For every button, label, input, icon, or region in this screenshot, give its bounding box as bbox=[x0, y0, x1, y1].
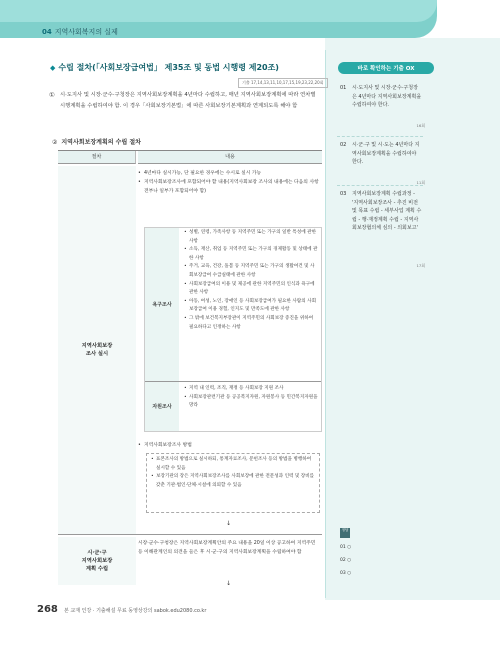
resource-survey-label: 자원조사 bbox=[145, 382, 179, 431]
footer-text: 본 교재 인강 · 기출해설 무료 동영상강의 sabok.edu2080.co.kr bbox=[64, 608, 207, 614]
quiz-number: 03 bbox=[340, 191, 347, 197]
resource-item: • 지역 내 인력, 조직, 재정 등 사회보장 지원 조사 bbox=[184, 385, 318, 394]
sidebar-background bbox=[325, 38, 500, 600]
method-box bbox=[146, 453, 320, 513]
quiz-source: 11회 bbox=[416, 180, 425, 185]
row-divider bbox=[58, 534, 322, 535]
procedure-table bbox=[58, 150, 322, 588]
quiz-item-1 bbox=[340, 84, 425, 128]
column-divider bbox=[325, 50, 326, 598]
section-heading-text: 수립 절차(「사회보장급여법」 제35조 및 동법 시행령 제20조) bbox=[58, 63, 279, 72]
quiz-number: 02 bbox=[340, 142, 347, 148]
flow-arrow-icon: ↓ bbox=[226, 520, 232, 527]
method-item: • 표본조사의 방법으로 실시하되, 통계자료조사, 문헌조사 등의 방법을 병행하여 실시할 수 있음 bbox=[151, 456, 315, 473]
quiz-item-2 bbox=[340, 141, 425, 185]
needs-survey-label: 욕구조사 bbox=[145, 228, 179, 381]
method-heading: • 지역사회보장조사 방법 bbox=[138, 441, 322, 450]
needs-item: • 주거, 교육, 건강, 돌봄 등 지역주민 또는 가구의 생활여건 및 사회보장급여 수급실태에 관한 사항 bbox=[184, 263, 318, 280]
needs-item: • 소득, 재산, 취업 등 지역주민 또는 가구의 경제활동 및 상태에 관한 사항 bbox=[184, 246, 318, 263]
answer-number: 02 bbox=[340, 558, 346, 563]
answer-1 bbox=[340, 545, 351, 550]
column-header-procedure: 절차 bbox=[58, 151, 136, 164]
answer-mark: ○ bbox=[347, 571, 352, 576]
triangle-bullet-icon: ◆ bbox=[50, 64, 56, 72]
survey-bullet: • 지역사회보장조사에 포함되어야 할 내용(지역사회보장 조사의 내용에는 다음의 사항 전부나 일부가 포함되어야 함) bbox=[138, 178, 322, 196]
resource-item: • 사회보장관련기관 등 공공복지자원, 자원봉사 등 민간복지자원을 망라 bbox=[184, 394, 318, 411]
ox-quiz-tab: 바로 확인하는 기출 OX bbox=[338, 62, 434, 74]
needs-item: • 성별, 연령, 가족사항 등 지역주민 또는 가구의 일반 특성에 관한 사항 bbox=[184, 229, 318, 246]
survey-bullets bbox=[138, 169, 322, 196]
quiz-text: 지역사회보장계획 수립과정 - '지역사회보장조사 - 추진 비전 및 목표 수립 - 세부사업 계획 수립 - 행·재정계획 수립 - 지역사회보장협의체 심의 - 의회보고' bbox=[352, 191, 422, 232]
row-label-plan: 시·군·구 지역사회보장 계획 수립 bbox=[58, 537, 136, 585]
paragraph-text: 시·도지사 및 시장·군수·구청장은 지역사회보장계획을 4년마다 수립하고, 매년 지역사회보장계획에 따라 연차별 시행계획을 수립하여야 함. 이 경우「사회보장기본법」에 따른 사회보장기본계획과 연계되도록 해야 함 bbox=[60, 92, 316, 109]
resource-survey-list bbox=[184, 385, 318, 411]
sub-heading-number: ② bbox=[52, 139, 58, 146]
method-item: • 보장기관의 장은 지역사회보장조사를 사회보장에 관한 전문성과 인력 및 장비를 갖춘 기관·법인·단체·시설에 의뢰할 수 있음 bbox=[151, 473, 315, 490]
sub-heading-text: 지역사회보장계획의 수립 절차 bbox=[61, 139, 141, 146]
survey-bullet: • 4년마다 실시가능, 단 필요한 경우에는 수시로 실시 가능 bbox=[138, 169, 322, 178]
needs-item: • 사회보장급여의 이용 및 제공에 관한 지역주민의 인식과 욕구에 관한 사항 bbox=[184, 281, 318, 298]
row-label-survey: 지역사회보장 조사 실시 bbox=[58, 166, 136, 534]
needs-item: • 그 밖에 보건복지부장관이 지역주민의 사회보장 증진을 위하여 필요하다고 인정하는 사항 bbox=[184, 315, 318, 332]
quiz-text: 시·도지사 및 시장·군수·구청장은 4년마다 지역사회보장계획을 수립하여야 한다. bbox=[352, 85, 422, 109]
quiz-text: 시·군·구 및 시·도는 4년마다 지역사회보장계획을 수립하여야 한다. bbox=[352, 142, 420, 166]
needs-item: • 아동, 여성, 노인, 장애인 등 사회보장급여가 필요한 사람의 사회보장급여 이용 경험, 인지도 및 만족도에 관한 사항 bbox=[184, 298, 318, 315]
intro-paragraph bbox=[49, 90, 322, 112]
quiz-separator bbox=[337, 136, 423, 137]
answer-mark: ○ bbox=[347, 558, 352, 563]
quiz-number: 01 bbox=[340, 85, 347, 91]
exam-references: 기출 17,14,13,11,10,17,15,19,23,22,20회 bbox=[238, 78, 328, 88]
needs-survey-list bbox=[184, 229, 318, 332]
chapter-title: 지역사회복지의 실제 bbox=[54, 28, 118, 36]
paragraph-number: ① bbox=[49, 91, 55, 99]
answer-number: 01 bbox=[340, 545, 346, 550]
plan-text: 시장·군수·구청장은 지역사회보장계획안의 주요 내용을 20일 이상 공고하여 지역주민 등 이해관계인의 의견을 들은 후 시·군·구의 지역사회보장계획을 수립하여야 함 bbox=[138, 541, 316, 555]
quiz-source: 17회 bbox=[416, 263, 425, 268]
sub-heading bbox=[52, 137, 141, 146]
chapter-number: 04 bbox=[42, 28, 52, 36]
column-header-content: 내용 bbox=[138, 151, 322, 164]
answer-number: 03 bbox=[340, 571, 346, 576]
page-number: 268 bbox=[37, 604, 58, 615]
answer-3 bbox=[340, 571, 351, 576]
answer-label: 정답 bbox=[340, 528, 350, 538]
quiz-item-3 bbox=[340, 190, 425, 268]
answer-mark: ○ bbox=[347, 545, 352, 550]
flow-arrow-icon: ↓ bbox=[226, 580, 232, 587]
method-heading-list bbox=[138, 441, 322, 450]
answer-2 bbox=[340, 558, 351, 563]
quiz-source: 16회 bbox=[416, 123, 425, 128]
section-heading bbox=[50, 62, 279, 73]
chapter-header bbox=[42, 27, 118, 37]
quiz-separator bbox=[337, 185, 423, 186]
